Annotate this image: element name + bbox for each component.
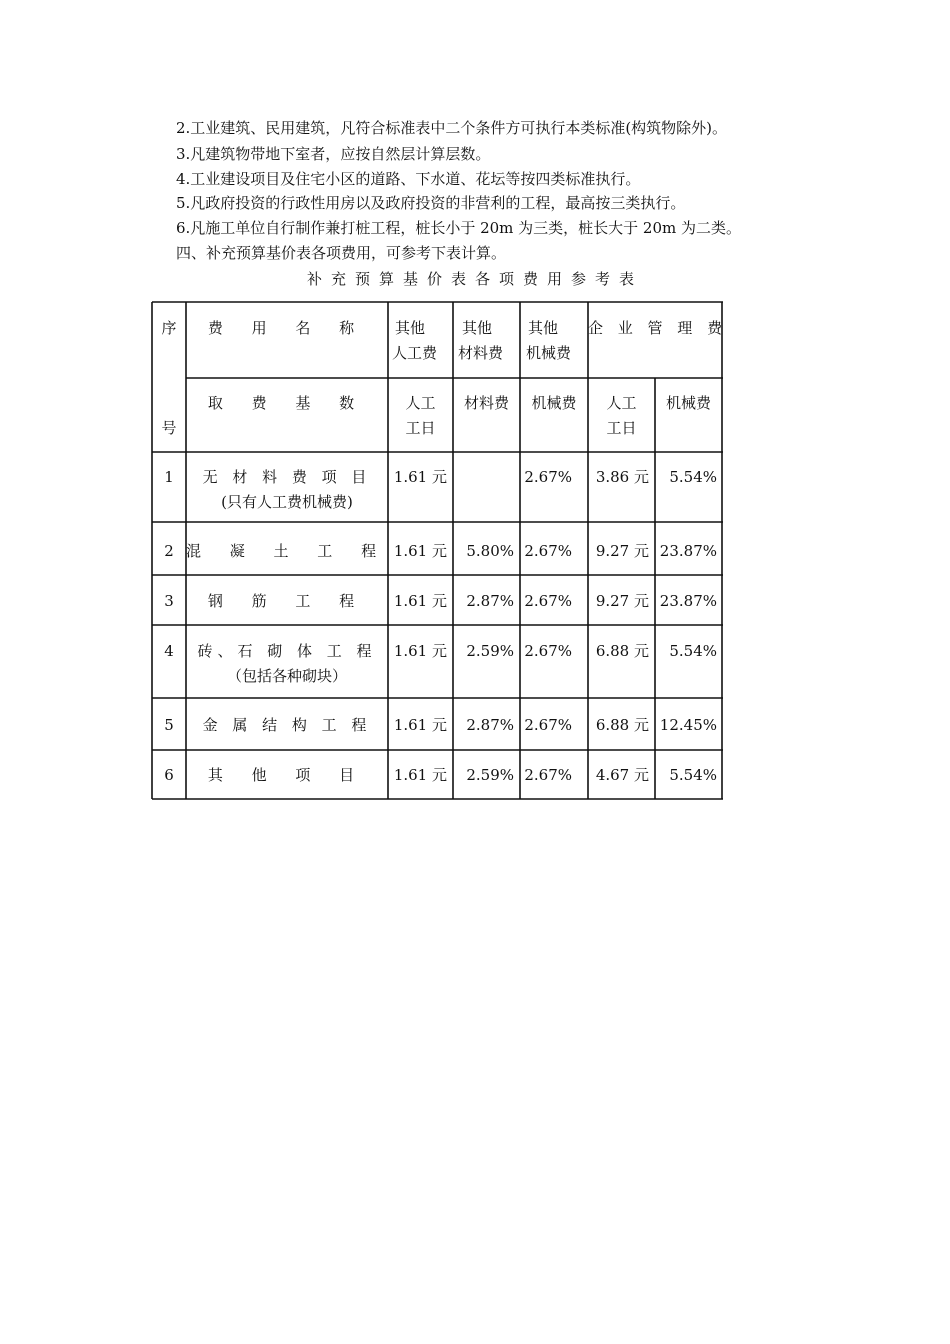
basis-labor-bottom: 工日 [405, 419, 436, 437]
header-fee-basis: 取 费 基 数 [207, 394, 367, 412]
row-2-labor: 1.61 元 [393, 542, 447, 560]
header-other-labor-top: 其他 [395, 319, 426, 337]
row-4-name-sub: （包括各种砌块） [226, 667, 347, 685]
row-1-labor: 1.61 元 [393, 468, 447, 486]
note-2: 2.工业建筑、民用建筑，凡符合标准表中二个条件方可执行本类标准(构筑物除外)。 [176, 119, 728, 137]
row-6-machine: 2.67% [524, 766, 572, 784]
row-4-machine: 2.67% [524, 642, 572, 660]
row-6-material: 2.59% [466, 766, 514, 784]
row-4-labor: 1.61 元 [393, 642, 447, 660]
row-1-machine: 2.67% [524, 468, 572, 486]
note-5: 5.凡政府投资的行政性用房以及政府投资的非营利的工程，最高按三类执行。 [176, 194, 686, 212]
row-3-mgmt-labor: 9.27 元 [595, 592, 649, 610]
note-4: 4.工业建设项目及住宅小区的道路、下水道、花坛等按四类标准执行。 [176, 170, 641, 188]
header-seq-bottom: 号 [161, 419, 177, 437]
row-6-seq: 6 [164, 766, 174, 784]
row-1-mgmt-labor: 3.86 元 [595, 468, 649, 486]
basis-mgmt-labor-top: 人工 [606, 394, 637, 412]
header-other-labor-bottom: 人工费 [392, 344, 438, 362]
row-1-name: 无 材 料 费 项 目 [202, 468, 372, 486]
row-2-mgmt-machine: 23.87% [659, 542, 717, 560]
header-seq-top: 序 [161, 319, 177, 337]
row-4-seq: 4 [164, 642, 174, 660]
row-2-name: 混 凝 土 工 程 [186, 542, 389, 560]
row-6-mgmt-labor: 4.67 元 [595, 766, 649, 784]
row-1-name-sub: (只有人工费机械费) [221, 493, 353, 511]
row-4-mgmt-machine: 5.54% [669, 642, 717, 660]
row-5-name: 金 属 结 构 工 程 [202, 716, 372, 734]
row-1-seq: 1 [164, 468, 174, 486]
row-3-material: 2.87% [466, 592, 514, 610]
header-other-machine-bottom: 机械费 [526, 344, 572, 362]
row-2-material: 5.80% [466, 542, 514, 560]
row-2-seq: 2 [164, 542, 174, 560]
row-5-labor: 1.61 元 [393, 716, 447, 734]
row-3-machine: 2.67% [524, 592, 572, 610]
basis-mgmt-labor-bottom: 工日 [606, 419, 637, 437]
row-5-mgmt-machine: 12.45% [659, 716, 717, 734]
basis-machine: 机械费 [531, 394, 577, 412]
row-3-name: 钢 筋 工 程 [207, 592, 367, 610]
basis-labor-top: 人工 [405, 394, 436, 412]
table-title: 补充预算基价表各项费用参考表 [306, 270, 643, 288]
row-3-mgmt-machine: 23.87% [659, 592, 717, 610]
header-fee-name: 费 用 名 称 [207, 319, 367, 337]
row-2-mgmt-labor: 9.27 元 [595, 542, 649, 560]
row-2-machine: 2.67% [524, 542, 572, 560]
row-6-mgmt-machine: 5.54% [669, 766, 717, 784]
section-four-heading: 四、补充预算基价表各项费用，可参考下表计算。 [176, 244, 507, 262]
header-other-material-top: 其他 [462, 319, 493, 337]
row-5-material: 2.87% [466, 716, 514, 734]
row-4-material: 2.59% [466, 642, 514, 660]
basis-mgmt-machine: 机械费 [665, 394, 711, 412]
row-4-mgmt-labor: 6.88 元 [595, 642, 649, 660]
header-enterprise-mgmt: 企 业 管 理 费 [588, 319, 728, 337]
note-3: 3.凡建筑物带地下室者，应按自然层计算层数。 [176, 145, 491, 163]
row-3-seq: 3 [164, 592, 174, 610]
row-6-name: 其 他 项 目 [207, 766, 367, 784]
row-5-mgmt-labor: 6.88 元 [595, 716, 649, 734]
row-5-seq: 5 [164, 716, 174, 734]
row-6-labor: 1.61 元 [393, 766, 447, 784]
header-other-material-bottom: 材料费 [458, 344, 504, 362]
note-6: 6.凡施工单位自行制作兼打桩工程，桩长小于 20m 为三类，桩长大于 20m 为二类。 [176, 219, 742, 237]
row-3-labor: 1.61 元 [393, 592, 447, 610]
row-5-machine: 2.67% [524, 716, 572, 734]
header-other-machine-top: 其他 [528, 319, 559, 337]
row-4-name: 砖、石 砌 体 工 程 [197, 642, 377, 660]
row-1-mgmt-machine: 5.54% [669, 468, 717, 486]
basis-material: 材料费 [463, 394, 509, 412]
